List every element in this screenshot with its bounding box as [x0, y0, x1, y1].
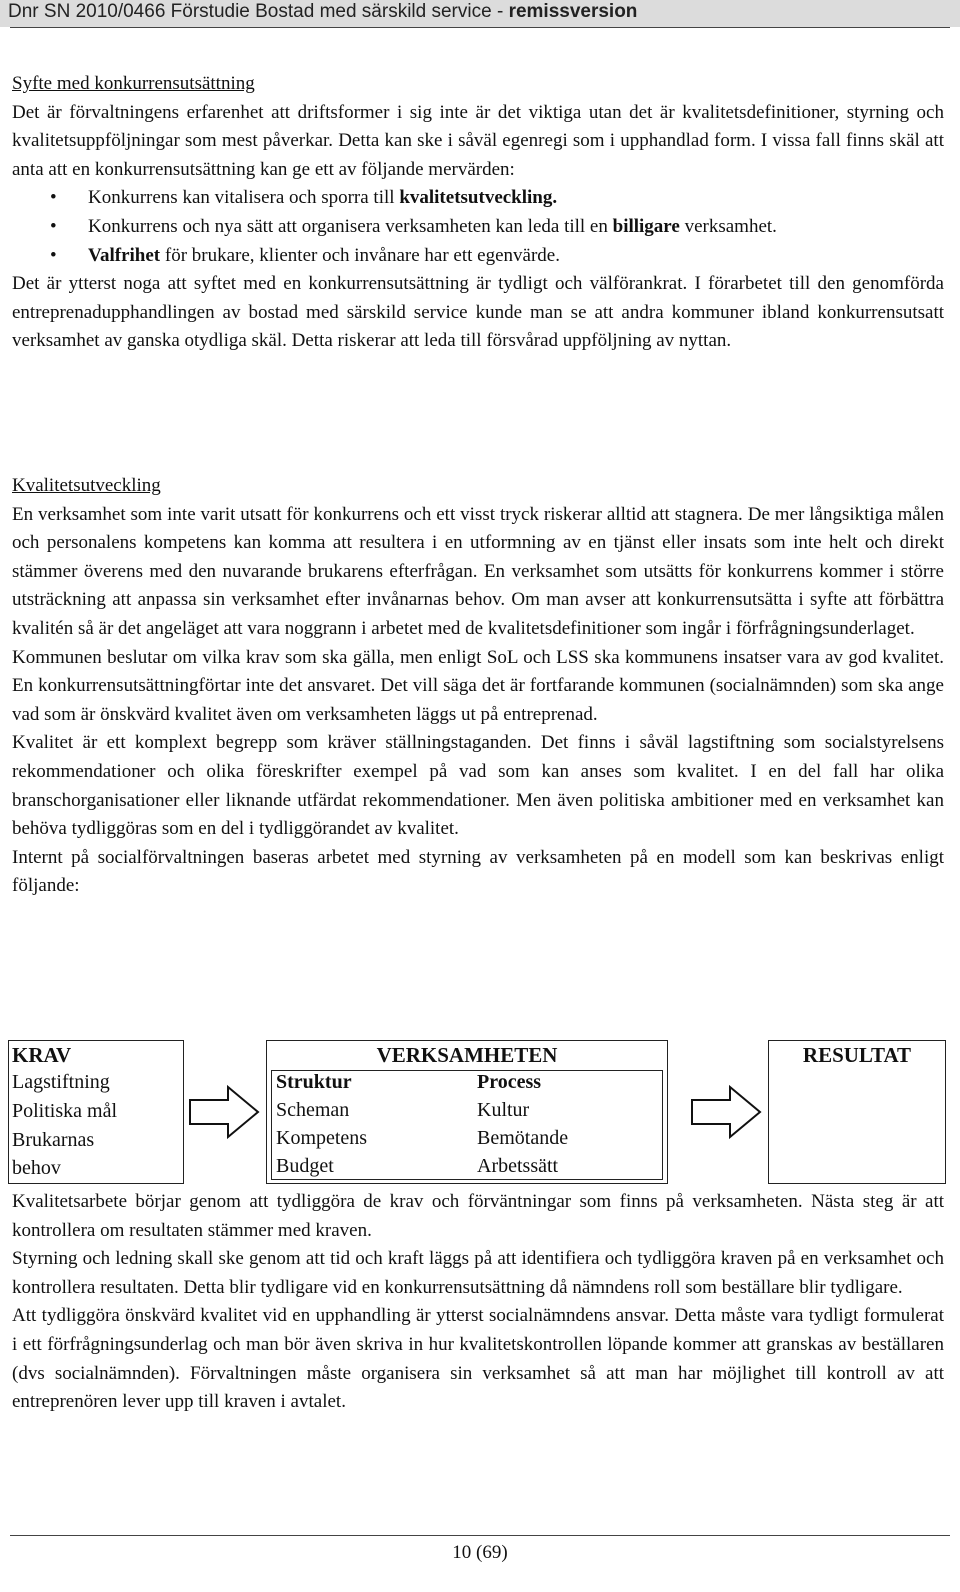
list-item	[12, 242, 944, 271]
header-divider	[10, 27, 950, 28]
bullet-text: verksamhet.	[679, 215, 777, 237]
krav-box	[8, 1040, 184, 1184]
footer-divider	[10, 1535, 950, 1536]
right-arrow-icon	[188, 1084, 260, 1140]
krav-item: Politiska mål	[12, 1100, 117, 1122]
bullet-text: Konkurrens och nya sätt att organisera verksamheten kan leda till en	[88, 215, 613, 237]
page-header	[0, 0, 960, 27]
bullet-icon: •	[50, 244, 57, 266]
section-heading: Kvalitetsutveckling	[12, 475, 161, 496]
section-kvalitetsutveckling	[12, 472, 944, 901]
krav-item: Lagstiftning	[12, 1071, 110, 1093]
paragraph: Det är förvaltningens erfarenhet att driftsformer i sig inte är det viktiga utan det är kvalitetsdefinitioner, styrning och kvalitetsuppföljningar som mest påverkar. Detta kan ske i såväl egenregi som i upphandlad form. I vissa fall finns skäl att anta att en konkurrensutsättning kan ge ett av följande mervärden:	[12, 101, 944, 180]
process-item: Kultur	[477, 1099, 530, 1121]
list-item	[12, 213, 944, 242]
verksamheten-box	[266, 1040, 668, 1184]
header-title	[8, 1, 637, 23]
bullet-bold-text: Valfrihet	[88, 244, 161, 266]
verksamheten-inner-table	[271, 1070, 663, 1180]
paragraph: Kvalitetsarbete börjar genom att tydliggöra de krav och förväntningar som finns på verksamheten. Nästa steg är att kontrollera om resultaten stämmer med kraven.	[12, 1191, 944, 1241]
struktur-item: Scheman	[276, 1099, 350, 1121]
process-heading: Process	[477, 1071, 542, 1093]
paragraph: En verksamhet som inte varit utsatt för konkurrens och ett visst tryck riskerar alltid att stagnera. De mer långsiktiga målen och personalens kompetens kan komma att resultera i en utformning av en tjänst eller insats som inte helt och direkt stämmer överens med den nuvarande brukarens efterfrågan. En verksamhet som utsätts för konkurrens kommer i större utsträckning att anpassa sin verksamhet efter invånarnas behov. Om man avser att konkurrensutsätta i syfte att förbättra kvalitén så är det angeläget att vara noggrann i arbetet med de kvalitetsdefinitioner som ingår i förfrågningsunderlaget.	[12, 503, 944, 639]
quality-model-diagram	[0, 1040, 960, 1186]
header-title-status: remissversion	[508, 1, 638, 22]
struktur-heading: Struktur	[276, 1071, 352, 1093]
krav-item: behov	[12, 1157, 61, 1179]
header-title-prefix: Dnr SN 2010/0466 Förstudie Bostad med särskild service -	[8, 1, 509, 22]
resultat-title: RESULTAT	[802, 1043, 912, 1067]
krav-item: Brukarnas	[12, 1129, 95, 1151]
list-item	[12, 184, 944, 213]
process-item: Bemötande	[477, 1127, 569, 1149]
bullet-bold-text: billigare	[612, 215, 680, 237]
krav-title: KRAV	[12, 1043, 72, 1067]
resultat-box	[768, 1040, 946, 1184]
process-item: Arbetssätt	[477, 1155, 559, 1177]
bullet-text: Konkurrens kan vitalisera och sporra till	[88, 187, 400, 209]
section-syfte	[12, 70, 944, 356]
struktur-item: Budget	[276, 1155, 334, 1177]
paragraph: Internt på socialförvaltningen baseras arbetet med styrning av verksamheten på en modell som kan beskrivas enligt följande:	[12, 846, 944, 897]
struktur-item: Kompetens	[276, 1127, 368, 1149]
paragraph: Styrning och ledning skall ske genom att tid och kraft läggs på att identifiera och tydliggöra kraven på en verksamhet och kontrollera resultaten. Detta blir tydligare vid en konkurrensutsättning då nämndens roll som beställare blir tydligare.	[12, 1248, 944, 1298]
bullet-bold-text: kvalitetsutveckling.	[399, 187, 558, 209]
bullet-icon: •	[50, 215, 57, 237]
paragraph: Det är ytterst noga att syftet med en konkurrensutsättning är tydligt och välförankrat. I förarbetet till den genomförda entreprenadupphandlingen av bostad med särskild service kunde man se att andra kommuner ibland konkurrensutsatt verksamhet av ganska otydliga skäl. Detta riskerar att leda till försvårad uppföljning av nyttan.	[12, 273, 944, 352]
section-kvalitetsarbete	[12, 1188, 944, 1417]
paragraph: Kommunen beslutar om vilka krav som ska gälla, men enligt SoL och LSS ska kommunens insatser vara av god kvalitet. En konkurrensutsättningförtar inte det ansvaret. Det vill säga det är fortfarande kommunen (socialnämnden) som ska ange vad som är önskvärd kvalitet även om verksamheten läggs ut på entreprenad.	[12, 646, 944, 725]
page-number: 10 (69)	[452, 1542, 508, 1563]
bullet-list	[12, 184, 944, 270]
paragraph: Att tydliggöra önskvärd kvalitet vid en upphandling är ytterst socialnämndens ansvar. Detta måste vara tydligt formulerat i ett förfrågningsunderlag och man bör även skriva in hur kvalitetskontrollen löpande kommer att granskas av beställaren (dvs socialnämnden). Förvaltningen måste organisera sin verksamhet så att man har möjlighet till kontroll av att entreprenören lever upp till kraven i avtalet.	[12, 1305, 944, 1413]
bullet-icon: •	[50, 187, 57, 209]
paragraph: Kvalitet är ett komplext begrepp som kräver ställningstaganden. Det finns i såväl lagstiftning som socialstyrelsens rekommendationer och olika föreskrifter exempel på vad som kan anses som kvalitet. I en del fall har olika branschorganisationer eller liknande utfärdat rekommendationer. Men även politiska ambitioner med en verksamhet kan behöva tydliggöras som en del i tydliggörandet av kvalitet.	[12, 732, 944, 840]
section-heading: Syfte med konkurrensutsättning	[12, 73, 255, 94]
verksamheten-title: VERKSAMHETEN	[376, 1043, 558, 1067]
right-arrow-icon	[690, 1084, 762, 1140]
bullet-text: för brukare, klienter och invånare har ett egenvärde.	[160, 244, 560, 266]
